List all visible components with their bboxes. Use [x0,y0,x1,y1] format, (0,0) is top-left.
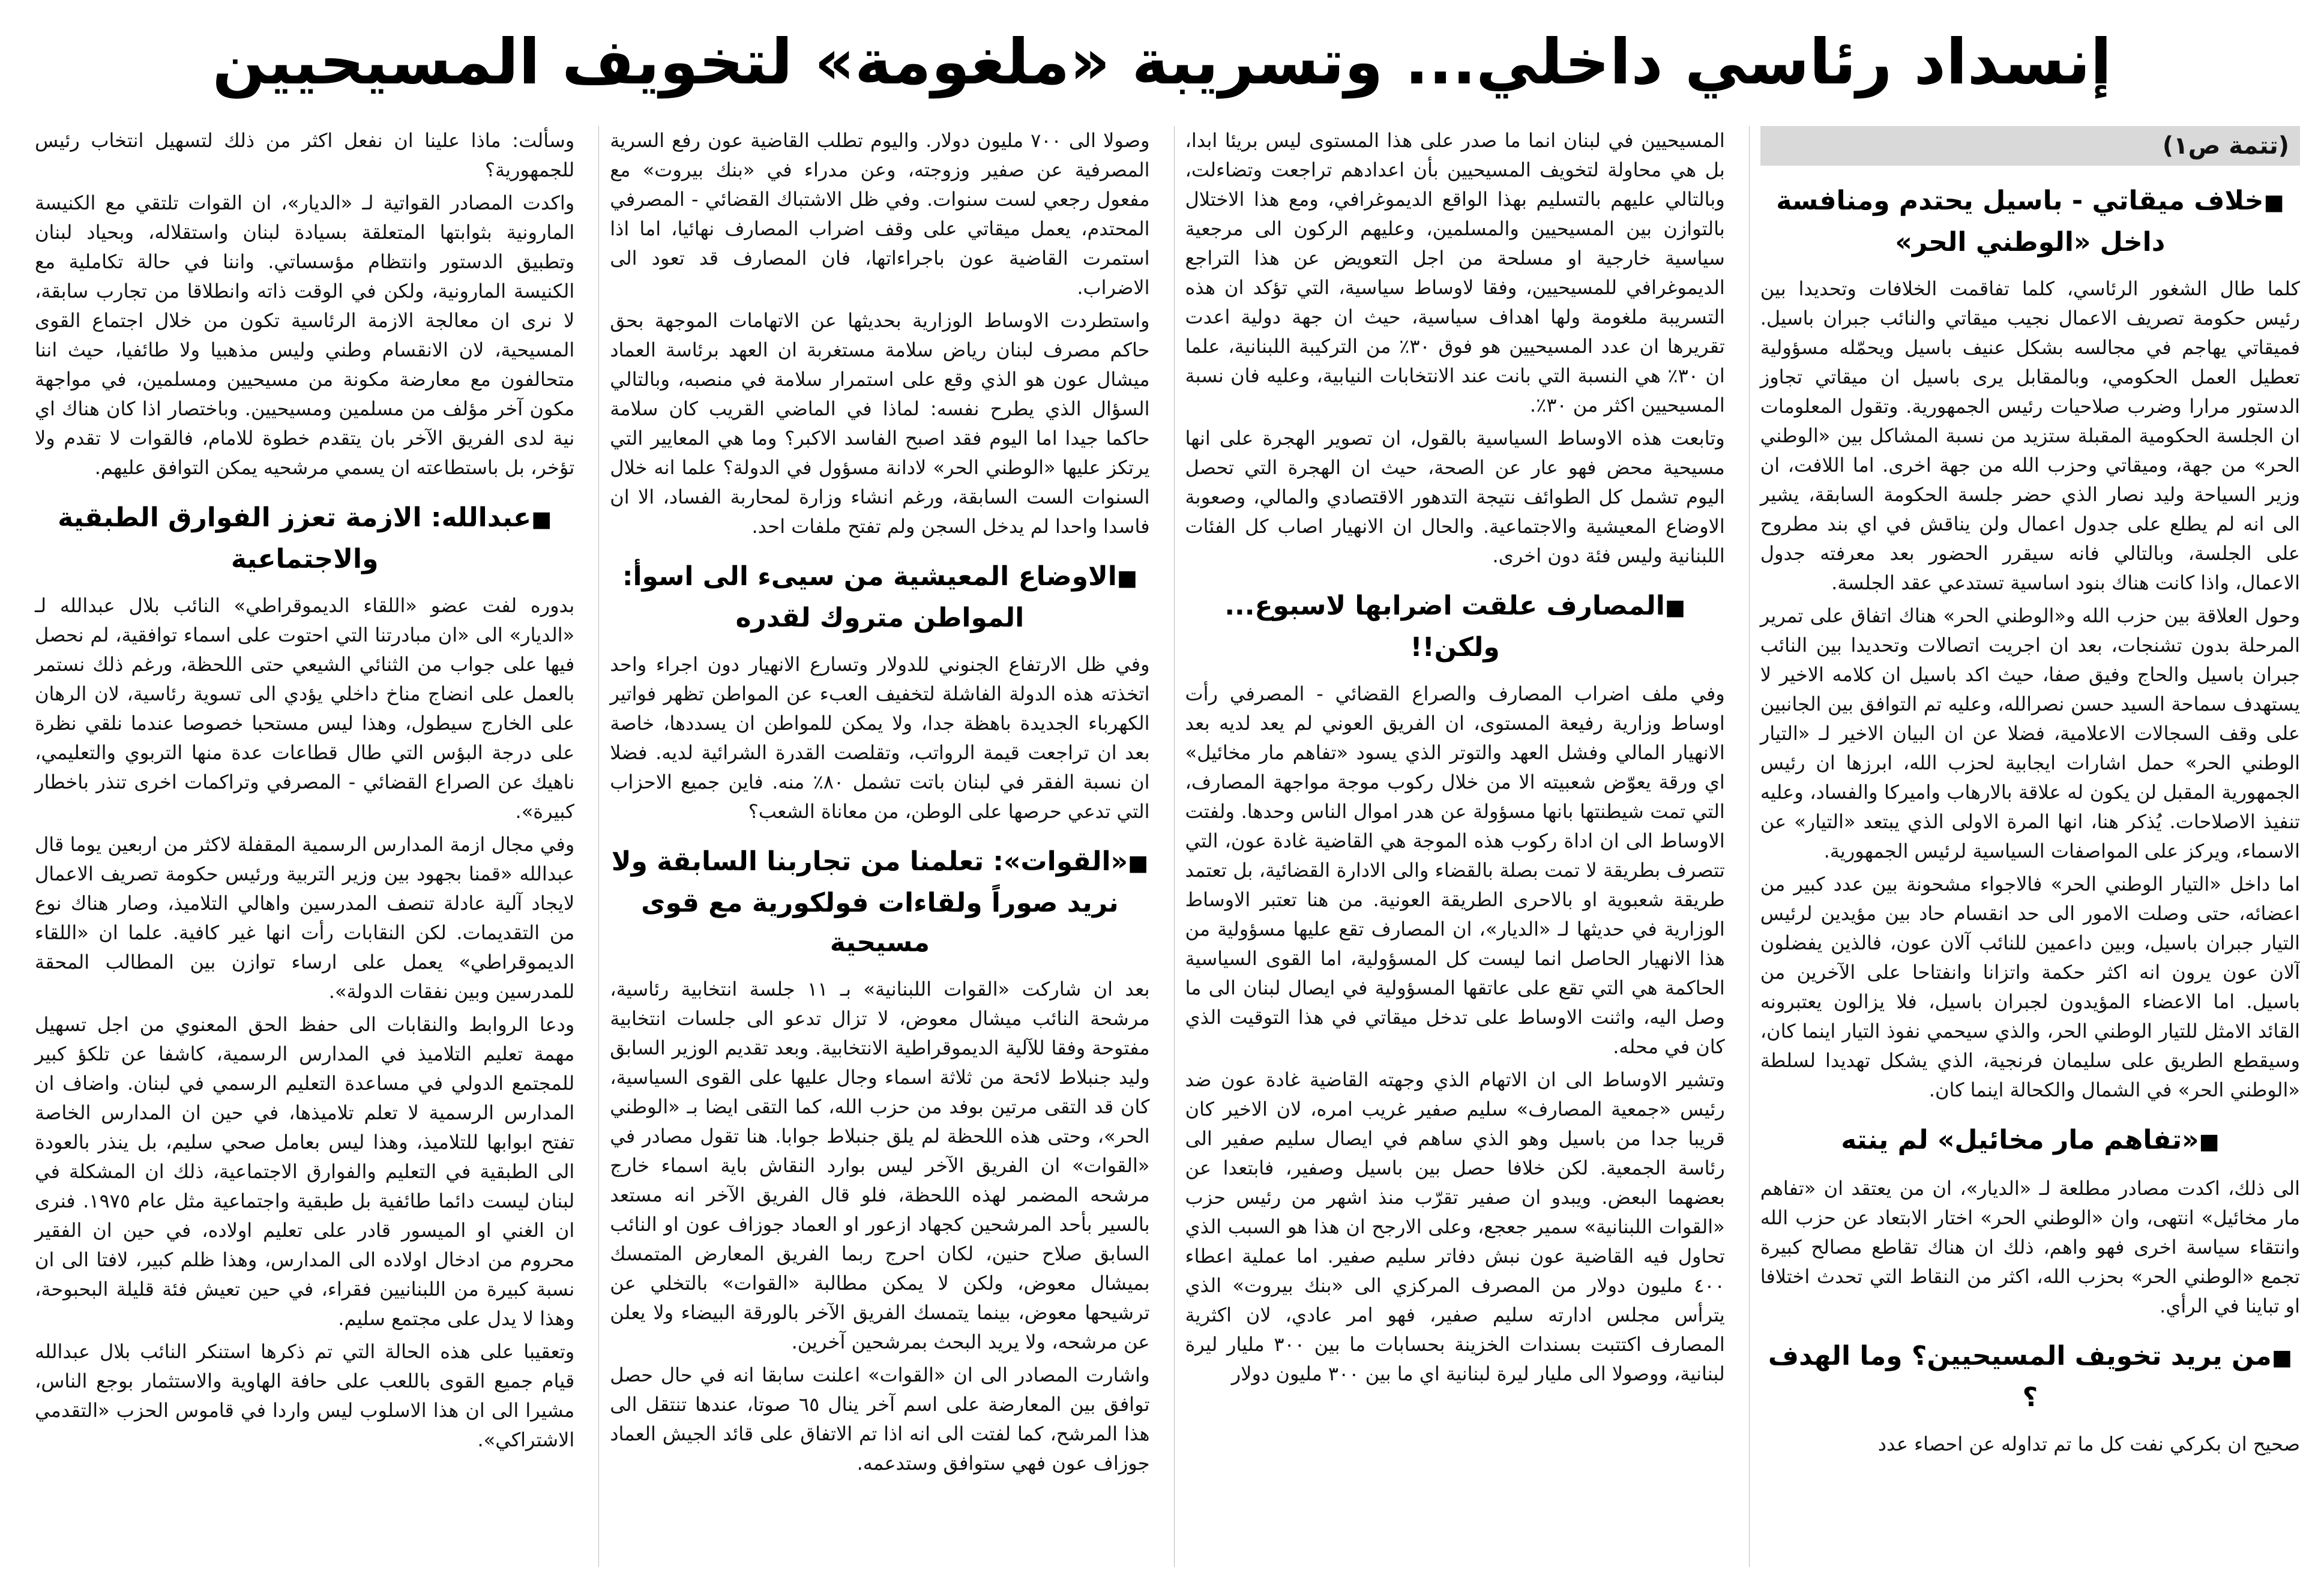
section-subheading: ■ خلاف ميقاتي - باسيل يحتدم ومنافسة داخل «الوطني الحر» [1760,181,2300,262]
continuation-tag: (تتمة ص١) [1760,126,2300,166]
article-paragraph: وفي مجال ازمة المدارس الرسمية المقفلة لاكثر من اربعين يوما قال عبدالله «قمنا بجهود بين وزير التربية ورئيس حكومة تصريف الاعمال لايجاد آلية عادلة تنصف المدرسين واهالي التلاميذ، وصار هناك نوع من التقديمات. لكن النقابات رأت انها غير كافية. علما ان «اللقاء الديموقراطي» يعمل على ارساء توازن بين المطالب المحقة للمدرسين وبين نفقات الدولة». [35,833,575,1003]
article-column-4 [24,126,574,1567]
article-paragraph: المسيحيين في لبنان انما ما صدر على هذا المستوى ليس بريئا ابدا، بل هي محاولة لتخويف المسيحيين بأن اعدادهم تراجعت وتضاءلت، وبالتالي عليهم بالتسليم بهذا الواقع الديموغرافي، ومع هذا الاختلال بالتوازن بين المسيحيين والمسلمين، وعليهم الركون الى مرجعية سياسية خارجية او مسلحة من اجل التعويض عن هذا التراجع الديموغرافي للمسيحيين، وفقا لاوساط سياسية، التي تؤكد ان هذه التسريبة ملغومة ولها اهداف سياسية، حيث ان جهة دولية اعدت تقريرها ان عدد المسيحيين هو فوق ٣٠٪ من التركيبة اللبنانية، علما ان ٣٠٪ هي النسبة التي بانت عند الانتخابات النيابية، وعليه فان نسبة المسيحيين اكثر من ٣٠٪. [1185,129,1725,417]
article-column-3 [598,126,1149,1567]
article-paragraph: اما داخل «التيار الوطني الحر» فالاجواء مشحونة بين عدد كبير من اعضائه، حتى وصلت الامور الى حد انقسام حاد بين مؤيدين لرئيس التيار جبران باسيل، وبين داعمين للنائب آلان عون، فالذين يفضلون آلان عون يرون انه اكثر حكمة واتزانا وانفتاحا على الآخرين من باسيل. اما الاعضاء المؤيدون لجبران باسيل، فلا يزالون يعتبرونه القائد الامثل للتيار الوطني الحر، والذي سيحمي نفوذ التيار اينما كان، وسيقطع الطريق على سليمان فرنجية، الذي يشكل تهديدا لسلطة «الوطني الحر» في الشمال والكحالة اينما كان. [1760,873,2300,1101]
article-paragraph: وفي ظل الارتفاع الجنوني للدولار وتسارع الانهيار دون اجراء واحد اتخذته هذه الدولة الفاشلة لتخفيف العبء عن المواطن تظهر فواتير الكهرباء الجديدة باهظة جدا، ولا يمكن للمواطن ان يسددها، خاصة بعد ان تراجعت قيمة الرواتب، وتقلصت القدرة الشرائية لديه. فضلا ان نسبة الفقر في لبنان باتت تشمل ٨٠٪ منه. فاين جميع الاحزاب التي تدعي حرصها على الوطن، من معاناة الشعب؟ [610,653,1150,823]
section-subheading: ■ عبدالله: الازمة تعزز الفوارق الطبقية والاجتماعية [35,498,574,579]
article-paragraph: وتشير الاوساط الى ان الاتهام الذي وجهته القاضية غادة عون ضد رئيس «جمعية المصارف» سليم صفير غريب امره، لان الاخير كان قريبا جدا من باسيل وهو الذي ساهم في ايصال سليم صفير الى رئاسة الجمعية. لكن خلافا حصل بين باسيل وصفير، فابتعدا عن بعضهما البعض. ويبدو ان صفير تقرّب منذ اشهر من رئيس حزب «القوات اللبنانية» سمير جعجع، وعلى الارجح ان هذا هو السبب الذي تحاول فيه القاضية عون نبش دفاتر سليم صفير. اما عملية اعطاء ٤٠٠ مليون دولار من المصرف المركزي الى «بنك بيروت» الذي يترأس مجلس ادارته سليم صفير، فهو امر عادي، لان اكثرية المصارف اكتتبت بسندات الخزينة بحسابات ما بين ٣٠٠ مليار ليرة لبنانية، ووصولا الى مليار ليرة لبنانية اي ما بين ٣٠٠ مليون دولار [1185,1068,1725,1385]
section-subheading: ■ «تفاهم مار مخائيل» لم ينته [1760,1120,2300,1162]
article-paragraph: واشارت المصادر الى ان «القوات» اعلنت سابقا انه في حال حصل توافق بين المعارضة على اسم آخر ينال ٦٥ صوتا، عندها تنتقل الى هذا المرشح، كما لفتت الى انه اذا تم الاتفاق على قائد الجيش العماد جوزاف عون فهي ستوافق وستدعمه. [610,1364,1150,1475]
article-paragraph: واستطردت الاوساط الوزارية بحديثها عن الاتهامات الموجهة بحق حاكم مصرف لبنان رياض سلامة مستغربة ان العهد برئاسة العماد ميشال عون هو الذي وقع على استمرار سلامة في منصبه، وبالتالي السؤال الذي يطرح نفسه: لماذا في الماضي القريب كان سلامة حاكما جيدا اما اليوم فقد اصبح الفاسد الاكبر؟ وما هي المعايير التي يرتكز عليها «الوطني الحر» لادانة مسؤول في الدولة؟ علما انه خلال السنوات الست السابقة، ورغم انشاء وزارة لمحاربة الفساد، الا ان فاسدا واحدا لم يدخل السجن ولم تفتح ملفات احد. [610,309,1150,538]
section-subheading: ■ من يريد تخويف المسيحيين؟ وما الهدف ؟ [1760,1337,2300,1418]
article-column-1 [1749,126,2300,1567]
article-paragraph: كلما طال الشغور الرئاسي، كلما تفاقمت الخلافات وتحديدا بين رئيس حكومة تصريف الاعمال نجيب ميقاتي والنائب جبران باسيل. فميقاتي يهاجم في مجالسه بشكل عنيف باسيل ويحمّله مسؤولية تعطيل العمل الحكومي، وبالمقابل يرى باسيل ان ميقاتي تجاوز الدستور مرارا وضرب صلاحيات رئيس الجمهورية. وتقول المعلومات ان الجلسة الحكومية المقبلة ستزيد من نسبة المشاكل بين «الوطني الحر» من جهة، وميقاتي وحزب الله من جهة اخرى. اما اللافت، ان وزير السياحة وليد نصار الذي حضر جلسة الحكومة السابقة، يشير الى انه لم يطلع على جدول اعمال ولن يناقش في اي بند مطروح على الجلسة، وبالتالي فانه سيقرر الحضور بعد معرفته جدول الاعمال، واذا كانت هناك بنود اساسية تستدعي عقد الجلسة. [1760,277,2300,594]
article-columns [24,126,2300,1567]
article-paragraph: بعد ان شاركت «القوات اللبنانية» بـ ١١ جلسة انتخابية رئاسية، مرشحة النائب ميشال معوض، لا تزال تدعو الى جلسات انتخابية مفتوحة وفقا للآلية الديموقراطية الانتخابية. وبعد تقديم الوزير السابق وليد جنبلاط لائحة من ثلاثة اسماء وجال عليها على القوى السياسية، كان قد التقى مرتين بوفد من حزب الله، كما التقى ايضا بـ «الوطني الحر»، وحتى هذه اللحظة لم يلق جنبلاط جوابا. هنا تقول مصادر في «القوات» ان الفريق الآخر ليس بوارد النقاش باية اسماء خارج مرشحه المضمر لهذه اللحظة، فلو قال الفريق الآخر انه مستعد بالسير بأحد المرشحين كجهاد ازعور او العماد جوزاف عون او النائب السابق صلاح حنين، لكان احرج ربما الفريق المعارض المتمسك بميشال معوض، ولكن لا يمكن مطالبة «القوات» بالتخلي عن ترشيحها معوض، بينما يتمسك الفريق الآخر بالورقة البيضاء ولا يعلن عن مرشحه، ولا يريد البحث بمرشحين آخرين. [610,978,1150,1353]
article-paragraph: واكدت المصادر القواتية لـ «الديار»، ان القوات تلتقي مع الكنيسة المارونية بثوابتها المتعلقة بسيادة لبنان واستقلاله، وبحياد لبنان وتطبيق الدستور وانتظام مؤسساتي. واننا في حالة تكاملية مع الكنيسة المارونية، ولكن في الوقت ذاته وانطلاقا من تجارب سابقة، لا نرى ان معالجة الازمة الرئاسية تكون من خلال اجتماع القوى المسيحية، لان الانقسام وطني وليس مذهبيا ولا طائفيا، حيث اننا متحالفون مع معارضة مكونة من مسيحيين ومسلمين، في مواجهة مكون آخر مؤلف من مسلمين ومسيحيين. وباختصار اذا كان هناك اي نية لدى الفريق الآخر بان يتقدم خطوة للامام، فالقوات لا تقدم ولا تؤخر، بل باستطاعته ان يسمي مرشحيه يمكن التوافق عليهم. [35,191,575,479]
article-paragraph: وتابعت هذه الاوساط السياسية بالقول، ان تصوير الهجرة على انها مسيحية محض فهو عار عن الصحة، حيث ان الهجرة التي تحصل اليوم تشمل كل الطوائف نتيجة التدهور الاقتصادي والمالي، وصعوبة الاوضاع المعيشية والاجتماعية. والحال ان الانهيار اصاب كل الفئات اللبنانية وليس فئة دون اخرى. [1185,427,1725,567]
article-paragraph: صحيح ان بكركي نفت كل ما تم تداوله عن احصاء عدد [1877,1433,2300,1455]
article-paragraph: ودعا الروابط والنقابات الى حفظ الحق المعنوي من اجل تسهيل مهمة تعليم التلاميذ في المدارس الرسمية، كاشفا عن تلكؤ كبير للمجتمع الدولي في مساعدة التعليم الرسمي في لبنان. واضاف ان المدارس الرسمية لا تعلم تلاميذها، في حين ان المدارس الخاصة تفتح ابوابها للتلاميذ، وهذا ليس بعامل صحي سليم، بل ينذر بالعودة الى الطبقية في التعليم والفوارق الاجتماعية، ذلك ان المشكلة في لبنان ليست دائما طائفية بل طبقية واجتماعية مثل عام ١٩٧٥. فنرى ان الغني او الميسور قادر على تعليم اولاده، في حين ان الفقير محروم من ادخال اولاده الى المدارس، وهذا ظلم كبير، لافتا الى ان نسبة كبيرة من اللبنانيين فقراء، في حين تعيش فئة قليلة البحبوحة، وهذا لا يدل على مجتمع سليم. [35,1013,575,1330]
section-subheading: ■ المصارف علقت اضرابها لاسبوع... ولكن!! [1185,586,1725,667]
article-paragraph: وحول العلاقة بين حزب الله و«الوطني الحر» هناك اتفاق على تمرير المرحلة بدون تشنجات، بعد ان اجريت اتصالات وتحديدا بين النائب جبران باسيل والحاج وفيق صفا، حيث اكد باسيل ان كلامه الاخير لا يستهدف سماحة السيد حسن نصرالله، وعليه تم التوافق بين الجانبين على وقف السجالات الاعلامية، فضلا عن ان البيان الاخير لـ «التيار الوطني الحر» حمل اشارات ايجابية لحزب الله، ابرزها ان رئيس الجمهورية المقبل لن يكون له علاقة بالارهاب واميركا والفساد، وعليه تنفيذ الاصلاحات. يُذكر هنا، انها المرة الاولى الذي يبتعد «التيار» عن الاسماء، ويركز على المواصفات السياسية لرئيس الجمهورية. [1760,604,2300,862]
article-paragraph: وفي ملف اضراب المصارف والصراع القضائي - المصرفي رأت اوساط وزارية رفيعة المستوى، ان الفريق العوني لم يعد لديه بعد الانهيار المالي وفشل العهد والتوتر الذي يسود «تفاهم مار مخائيل» اي ورقة يعوّض شعبيته الا من خلال ركوب موجة مواجهة المصارف، التي تمت شيطنتها بانها مسؤولة عن هدر اموال الناس وحدها. ولفتت الاوساط الى ان اداة ركوب هذه الموجة هي القاضية غادة عون، التي تتصرف بطريقة لا تمت بصلة بالقضاء والى الادارة القضائية، بل تعتمد طريقة شعبوية او بالاحرى الطريقة العونية. من هنا تعتبر الاوساط الوزارية في حديثها لـ «الديار»، ان المصارف تقع عليها مسؤولية من هذا الانهيار الحاصل انما ليست كل المسؤولية، اما القوى السياسية الحاكمة هي التي تقع على عاتقها المسؤولية في ايصال لبنان الى ما وصل اليه، واثنت الاوساط على تدخل ميقاتي في هذا التوقيت الذي كان في محله. [1185,682,1725,1058]
article-paragraph: الى ذلك، اكدت مصادر مطلعة لـ «الديار»، ان من يعتقد ان «تفاهم مار مخائيل» انتهى، وان «الوطني الحر» اختار الابتعاد عن حزب الله وانتقاء سياسة اخرى فهو واهم، ذلك ان هناك تقاطع مصالح كبيرة تجمع «الوطني الحر» بحزب الله، اكثر من النقاط التي تحدث اختلافا او تباينا في الرأي. [1760,1177,2300,1317]
page-headline: إنسداد رئاسي داخلي... وتسريبة «ملغومة» لتخويف المسيحيين [212,25,2112,98]
article-column-2 [1174,126,1725,1567]
article-paragraph: وصولا الى ٧٠٠ مليون دولار. واليوم تطلب القاضية عون رفع السرية المصرفية عن صفير وزوجته، وعن مدراء في «بنك بيروت» مع مفعول رجعي لست سنوات. وفي ظل الاشتباك القضائي - المصرفي المحتدم، يعمل ميقاتي على وقف اضراب المصارف نهائيا، اما اذا استمرت القاضية عون باجراءاتها، فان المصارف قد تعود الى الاضراب. [610,129,1150,299]
article-paragraph: بدوره لفت عضو «اللقاء الديموقراطي» النائب بلال عبدالله لـ «الديار» الى «ان مبادرتنا التي احتوت على اسماء توافقية، لم نحصل فيها على جواب من الثنائي الشيعي حتى اللحظة، ورغم ذلك نستمر بالعمل على انضاج مناخ داخلي يؤدي الى تسوية رئاسية، لان الرهان على الخارج سيطول، وهذا ليس مستحبا خصوصا عندما نلقي نظرة على درجة البؤس التي طال قطاعات عدة منها التربوي والتعليمي، ناهيك عن الصراع القضائي - المصرفي وتراكمات اخرى تنذر باخطار كبيرة». [35,594,575,823]
article-paragraph: وسألت: ماذا علينا ان نفعل اكثر من ذلك لتسهيل انتخاب رئيس للجمهورية؟ [35,129,575,181]
article-paragraph: وتعقيبا على هذه الحالة التي تم ذكرها استنكر النائب بلال عبدالله قيام جميع القوى باللعب على حافة الهاوية والاستثمار بوجع الناس، مشيرا الى ان هذا الاسلوب ليس واردا في قاموس الحزب «التقدمي الاشتراكي». [35,1340,575,1451]
section-subheading: ■ «القوات»: تعلمنا من تجاربنا السابقة ولا نريد صوراً ولقاءات فولكورية مع قوى مسيحية [610,842,1149,963]
section-subheading: ■ الاوضاع المعيشية من سيىء الى اسوأ: المواطن متروك لقدره [610,557,1149,638]
